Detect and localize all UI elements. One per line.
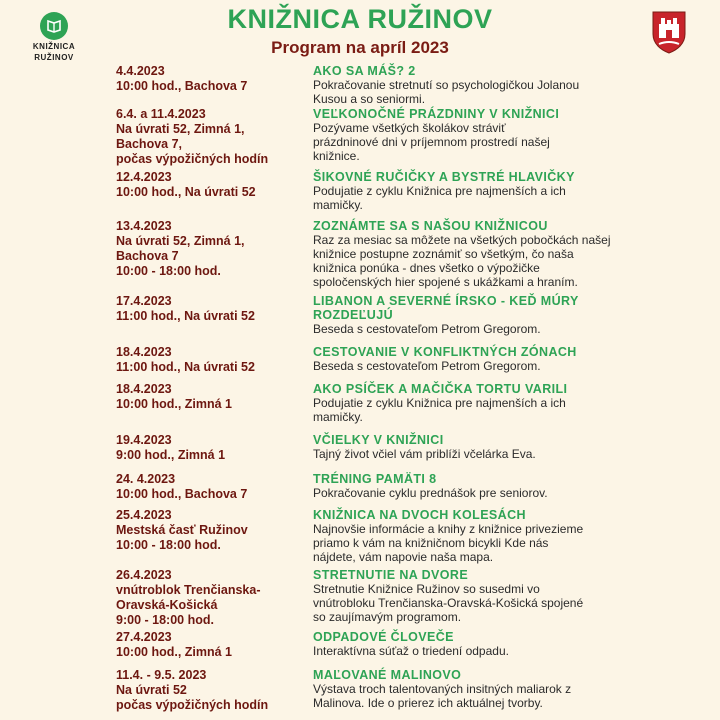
page-subtitle: Program na apríl 2023 <box>271 38 449 57</box>
event-when: 11.4. - 9.5. 2023 Na úvrati 52 počas výpožičných hodín <box>116 668 269 712</box>
event-when: 18.4.2023 11:00 hod., Na úvrati 52 <box>116 345 255 374</box>
event-when: 19.4.2023 9:00 hod., Zimná 1 <box>116 433 226 462</box>
event-title: MAĽOVANÉ MALINOVO <box>313 668 462 682</box>
event-description: Raz za mesiac sa môžete na všetkých pobočkách našej knižnice postupne zoznámiť so všetkým, čo naša knižnica ponúka - dnes všetko o výpožičke spoločenských hier spojené s ukážkami a hraním. <box>313 233 611 289</box>
event-when: 24. 4.2023 10:00 hod., Bachova 7 <box>116 472 248 501</box>
event-title: ZOZNÁMTE SA S NAŠOU KNIŽNICOU <box>313 219 548 233</box>
event-title: KNIŽNICA NA DVOCH KOLESÁCH <box>313 508 526 522</box>
event-title: VČIELKY V KNIŽNICI <box>313 433 444 447</box>
page-title: KNIŽNICA RUŽINOV <box>227 4 493 34</box>
event-description: Tajný život včiel vám priblíži včelárka Eva. <box>313 447 536 461</box>
event-when: 17.4.2023 11:00 hod., Na úvrati 52 <box>116 294 255 323</box>
event-title: STRETNUTIE NA DVORE <box>313 568 469 582</box>
event-description: Pokračovanie cyklu prednášok pre seniorov. <box>313 486 548 500</box>
event-description: Beseda s cestovateľom Petrom Gregorom. <box>313 359 541 373</box>
event-description: Pokračovanie stretnutí so psychologičkou Jolanou Kusou a so seniormi. <box>313 78 580 106</box>
event-description: Pozývame všetkých školákov stráviť prázdninové dni v príjemnom prostredí našej knižnice. <box>313 121 550 163</box>
event-title: LIBANON A SEVERNÉ ÍRSKO - KEĎ MÚRY ROZDEĽUJÚ <box>313 294 579 322</box>
event-description: Stretnutie Knižnice Ružinov so susedmi vo vnútrobloku Trenčianska-Oravská-Košická spojené so zaujímavým programom. <box>313 582 584 624</box>
logo-text-line1: KNIŽNICA <box>32 42 76 51</box>
event-when: 18.4.2023 10:00 hod., Zimná 1 <box>116 382 233 411</box>
event-description: Beseda s cestovateľom Petrom Gregorom. <box>313 322 541 336</box>
event-when: 13.4.2023 Na úvrati 52, Zimná 1, Bachova 7 10:00 - 18:00 hod. <box>116 219 245 278</box>
event-description: Podujatie z cyklu Knižnica pre najmenších a ich mamičky. <box>313 184 566 212</box>
event-when: 25.4.2023 Mestská časť Ružinov 10:00 - 18:00 hod. <box>116 508 248 552</box>
event-title: ODPADOVÉ ČLOVEČE <box>313 630 454 644</box>
event-when: 27.4.2023 10:00 hod., Zimná 1 <box>116 630 233 659</box>
event-description: Podujatie z cyklu Knižnica pre najmenších a ich mamičky. <box>313 396 566 424</box>
logo-text-line2: RUŽINOV <box>34 53 74 62</box>
event-title: AKO PSÍČEK A MAČIČKA TORTU VARILI <box>313 382 568 396</box>
event-when: 26.4.2023 vnútroblok Trenčianska- Oravská-Košická 9:00 - 18:00 hod. <box>116 568 261 627</box>
event-title: ŠIKOVNÉ RUČIČKY A BYSTRÉ HLAVIČKY <box>313 170 575 184</box>
event-title: AKO SA MÁŠ? 2 <box>313 64 416 78</box>
event-when: 12.4.2023 10:00 hod., Na úvrati 52 <box>116 170 256 199</box>
event-when: 6.4. a 11.4.2023 Na úvrati 52, Zimná 1, Bachova 7, počas výpožičných hodín <box>116 107 269 166</box>
event-description: Najnovšie informácie a knihy z knižnice privezieme priamo k vám na knižničnom bicykli Kde nás nájdete, vám napovie naša mapa. <box>313 522 584 564</box>
event-description: Výstava troch talentovaných insitných maliarok z Malinova. Ide o prierez ich aktuálnej tvorby. <box>313 682 572 710</box>
event-title: TRÉNING PAMÄTI 8 <box>313 472 437 486</box>
event-description: Interaktívna súťaž o triedení odpadu. <box>313 644 509 658</box>
event-title: CESTOVANIE V KONFLIKTNÝCH ZÓNACH <box>313 345 577 359</box>
event-title: VEĽKONOČNÉ PRÁZDNINY V KNIŽNICI <box>313 107 560 121</box>
event-when: 4.4.2023 10:00 hod., Bachova 7 <box>116 64 248 93</box>
